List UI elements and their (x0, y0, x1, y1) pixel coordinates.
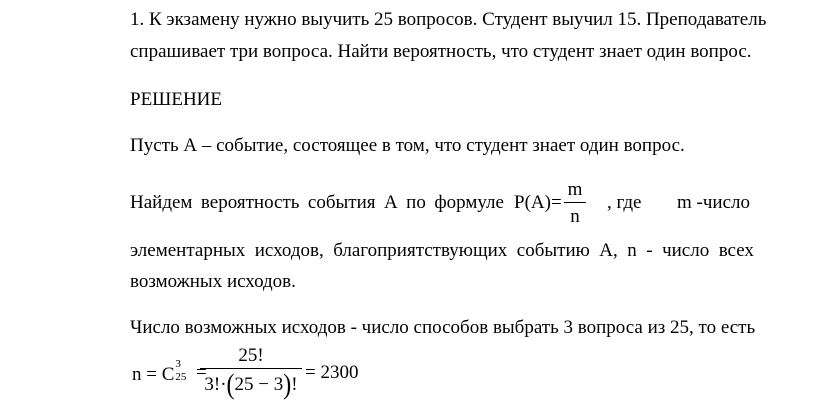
where-text: , где (607, 192, 642, 213)
word: А (383, 192, 398, 213)
count-line: Число возможных исходов - число способов выбрать 3 вопроса из 25, то есть (130, 317, 756, 338)
word: элементарных (130, 240, 246, 261)
word: благоприятствующих (333, 240, 508, 261)
word: число (662, 240, 710, 261)
fraction-numerator: 25! (238, 345, 264, 366)
fraction-bar (564, 202, 586, 203)
den-part: 3!· (204, 374, 227, 395)
equals-sign: = (196, 362, 207, 383)
fraction-numerator: m (567, 179, 583, 200)
combination-indices (174, 358, 192, 383)
combination-subscript: 25 (175, 371, 187, 383)
probability-fraction (564, 180, 586, 226)
word: вероятность (200, 192, 300, 213)
event-definition: Пусть А – событие, состоящее в том, что студент знает один вопрос. (130, 135, 685, 156)
den-part: ! (291, 374, 298, 395)
word: Найдем (130, 192, 193, 213)
solution-heading: РЕШЕНИЕ (130, 89, 222, 110)
combination-fraction (200, 345, 302, 401)
right-paren: ) (283, 369, 292, 401)
word: А, (599, 240, 618, 261)
word: события (307, 192, 376, 213)
problem-line-1: 1. К экзамену нужно выучить 25 вопросов. Студент выучил 15. Преподаватель (130, 9, 767, 30)
word: исходов, (254, 240, 324, 261)
fraction-denominator: n (570, 206, 580, 227)
possible-outcomes-line: возможных исходов. (130, 271, 296, 292)
m-definition: m -число (677, 192, 750, 213)
word: событию (516, 240, 590, 261)
word: - (646, 240, 653, 261)
combination-superscript: 3 (175, 358, 181, 370)
left-paren: ( (226, 369, 235, 401)
elementary-outcomes-line (130, 241, 754, 260)
word: по (406, 192, 426, 213)
probability-expression: P(A)= (514, 192, 562, 213)
n-equals-c: n = C (132, 364, 175, 385)
result: = 2300 (305, 362, 359, 383)
problem-line-2: спрашивает три вопроса. Найти вероятность, что студент знает один вопрос. (130, 41, 752, 62)
fraction-denominator (200, 369, 302, 401)
combination-lhs (132, 358, 192, 385)
formula-intro (130, 193, 504, 212)
word: всех (718, 240, 754, 261)
word: n (627, 240, 637, 261)
den-part: 25 − 3 (234, 374, 284, 395)
word: формуле (434, 192, 504, 213)
